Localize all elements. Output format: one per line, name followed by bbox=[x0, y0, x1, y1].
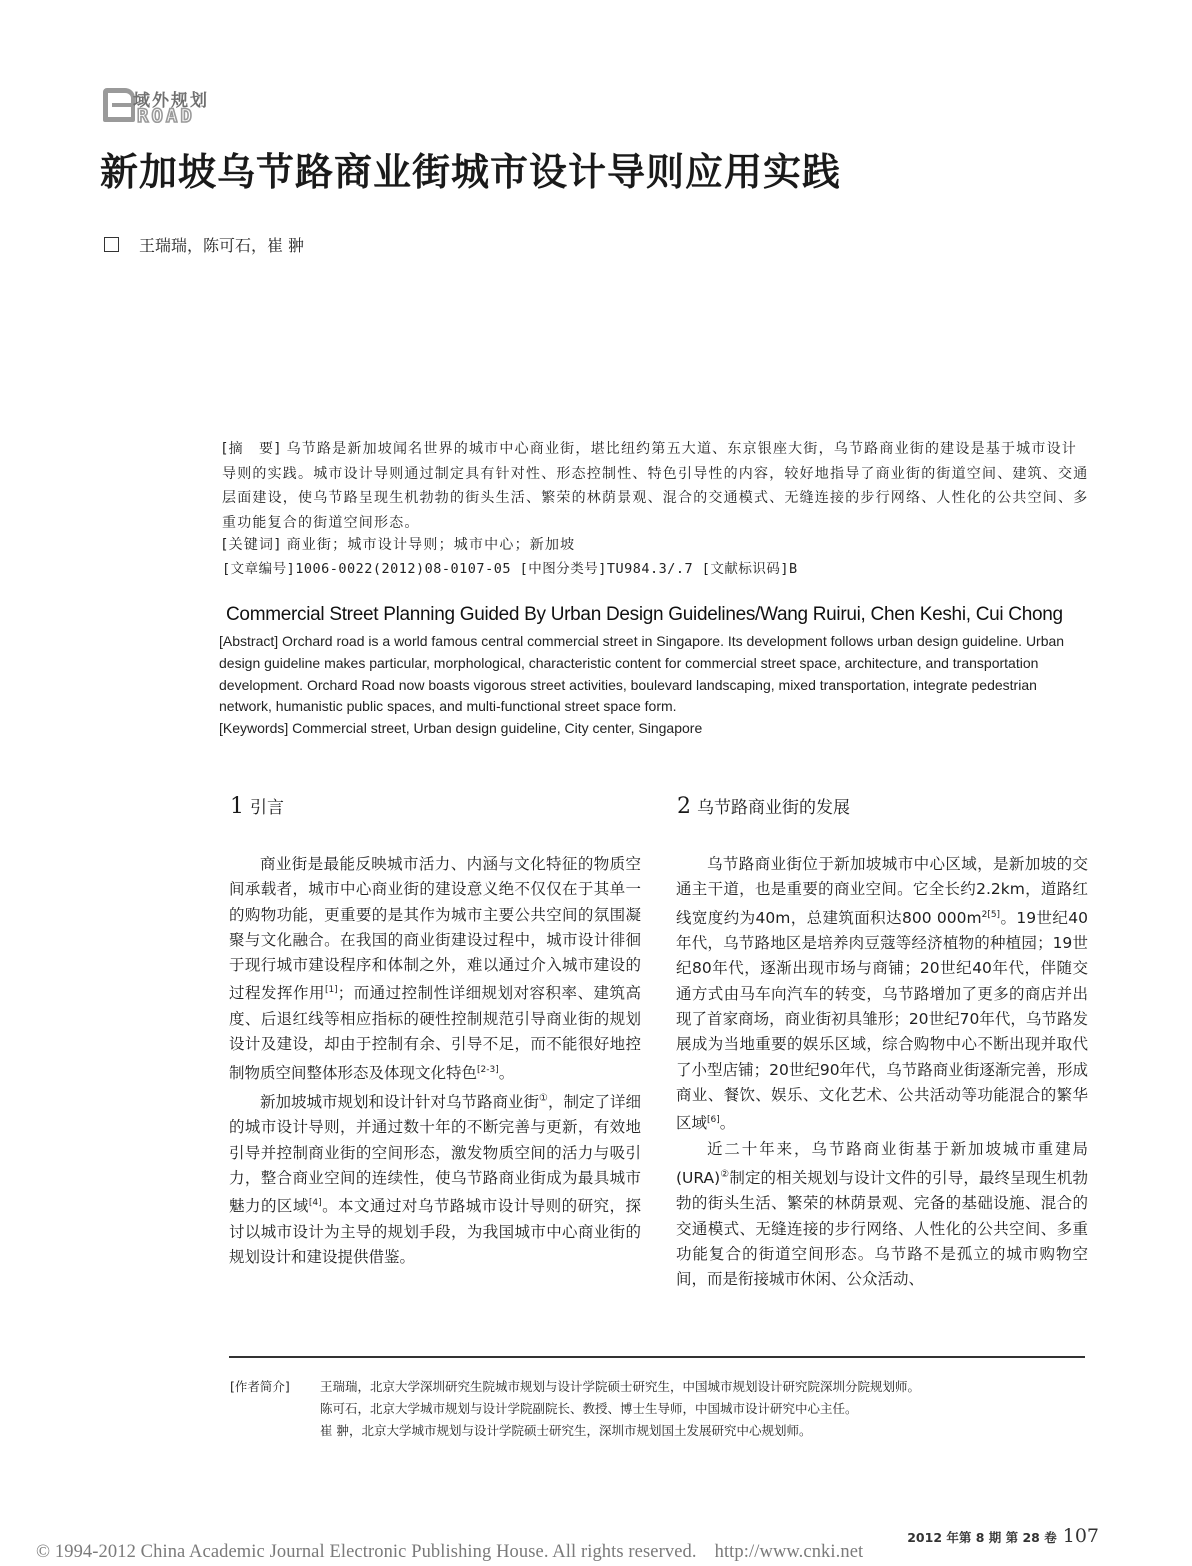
author-line bbox=[104, 233, 304, 256]
text-run: 新加坡城市规划和设计针对乌节路商业街 bbox=[260, 1093, 540, 1112]
paragraph bbox=[676, 852, 1088, 1137]
issue-info: 2012 年第 8 期 第 28 卷 bbox=[907, 1530, 1057, 1545]
section-2-heading bbox=[677, 793, 850, 819]
superscript: 2 bbox=[981, 909, 988, 920]
classification-codes: [文章编号]1006-0022(2012)08-0107-05 [中图分类号]TU984.3/.7 [文献标识码]B bbox=[222, 561, 798, 577]
logo-english: ROAD bbox=[137, 105, 195, 127]
citation: [6] bbox=[707, 1115, 720, 1126]
text-run: 乌节路商业街位于新加坡城市中心区域，是新加坡的交通主干道，也是重要的商业空间。它全长约2.2km，道路红线宽度约为40m，总建筑面积达800 000m bbox=[676, 855, 1088, 927]
text-run: 。19世纪40年代，乌节路地区是培养肉豆蔻等经济植物的种植园；19世纪80年代，逐渐出现市场与商铺；20世纪40年代，伴随交通方式由马车向汽车的转变，乌节路增加了更多的商店并出现了首家商场，商业街初具雏形；20世纪70年代，乌节路发展成为当地重要的娱乐区域，综合购物中心不断出现并取代了小型店铺；20世纪90年代，乌节路商业街逐渐完善，形成商业、餐饮、娱乐、文化艺术、公共活动等功能混合的繁华区域 bbox=[676, 908, 1088, 1133]
text-run: 。本文通过对乌节路城市设计导则的研究，探讨以城市设计为主导的规划手段，为我国城市中心商业街的规划设计和建设提供借鉴。 bbox=[229, 1197, 641, 1267]
footnote-marker: ① bbox=[539, 1092, 548, 1104]
text-run: ；而通过控制性详细规划对容积率、建筑高度、后退红线等相应指标的硬性控制规范引导商业街的规划设计及建设，却由于控制有余、引导不足，而不能很好地控制物质空间整体形态及体现文化特色 bbox=[229, 984, 641, 1082]
bio-line: 崔 翀，北京大学城市规划与设计学院硕士研究生，深圳市规划国土发展研究中心规划师。 bbox=[320, 1423, 812, 1438]
footnote-divider bbox=[229, 1356, 1085, 1358]
section-number: 1 bbox=[230, 794, 244, 819]
citation: [5] bbox=[987, 909, 1001, 920]
copyright-footer bbox=[36, 1542, 863, 1563]
text-run: 商业街是最能反映城市活力、内涵与文化特征的物质空间承载者，城市中心商业街的建设意义绝不仅仅在于其单一的购物功能，更重要的是其作为城市主要公共空间的氛围凝聚与文化融合。在我国的商业街建设过程中，城市设计徘徊于现行城市建设程序和体制之外，难以通过介入城市建设的过程发挥作用 bbox=[229, 855, 641, 1003]
logo-letter-a bbox=[103, 88, 135, 122]
citation: [1] bbox=[324, 985, 338, 996]
text-run: 。 bbox=[498, 1063, 515, 1082]
logo-chinese: 域外规划 bbox=[133, 91, 209, 111]
keywords-chinese: [关键词] 商业街；城市设计导则；城市中心；新加坡 bbox=[222, 537, 576, 553]
section-title: 乌节路商业街的发展 bbox=[697, 798, 850, 818]
paragraph bbox=[229, 852, 641, 1086]
page-number: 107 bbox=[1062, 1525, 1099, 1547]
footnote-marker: ② bbox=[720, 1168, 730, 1180]
text-run: ，制定了详细的城市设计导则，并通过数十年的不断完善与更新，有效地引导并控制商业街的空间形态，激发物质空间的活力与吸引力，整合商业空间的连续性，使乌节路商业街成为最具城市魅力的区域 bbox=[229, 1093, 641, 1216]
paragraph bbox=[676, 1137, 1088, 1293]
abstract-chinese: [摘 要] 乌节路是新加坡闻名世界的城市中心商业街，堪比纽约第五大道、东京银座大街，乌节路商业街的建设是基于城市设计导则的实践。城市设计导则通过制定具有针对性、形态控制性、特色引导性的内容，较好地指导了商业街的街道空间、建筑、交通层面建设，使乌节路呈现生机勃勃的街头生活、繁荣的林荫景观、混合的交通模式、无缝连接的步行网络、人性化的公共空间、多重功能复合的街道空间形态。 bbox=[222, 441, 1089, 531]
english-title: Commercial Street Planning Guided By Urban Design Guidelines/Wang Ruirui, Chen Keshi, Cui Chong bbox=[226, 604, 1063, 625]
section-title: 引言 bbox=[250, 798, 284, 818]
section-number: 2 bbox=[677, 794, 691, 819]
body-column-left bbox=[229, 852, 641, 1270]
text-run: 。 bbox=[719, 1114, 736, 1133]
article-title: 新加坡乌节路商业街城市设计导则应用实践 bbox=[100, 150, 842, 194]
author-names: 王瑞瑞，陈可石，崔 翀 bbox=[139, 236, 305, 255]
copyright-text: © 1994-2012 China Academic Journal Electronic Publishing House. All rights reserved. bbox=[36, 1542, 697, 1562]
square-bullet-icon bbox=[104, 237, 119, 252]
bio-line: 王瑞瑞，北京大学深圳研究生院城市规划与设计学院硕士研究生，中国城市规划设计研究院深圳分院规划师。 bbox=[320, 1379, 921, 1394]
body-column-right bbox=[676, 852, 1088, 1293]
abstract-english: [Abstract] Orchard road is a world famous central commercial street in Singapore. Its development follows urban design guideline. Urban design guideline makes particular, morphological, characteristic content for commercial street space, architecture, and transportation development. Orchard Road now boasts vigorous street activities, boulevard landscaping, mixed transportation, integrate pedestrian network, humanistic public spaces, and multi-functional street space form. bbox=[219, 633, 1065, 715]
section-1-heading bbox=[230, 793, 284, 819]
journal-logo bbox=[103, 88, 228, 128]
bio-line: 陈可石，北京大学城市规划与设计学院副院长、教授、博士生导师，中国城市设计研究中心主任。 bbox=[320, 1401, 858, 1416]
text-run: 制定的相关规划与设计文件的引导，最终呈现生机勃勃的街头生活、繁荣的林荫景观、完备的基础设施、混合的交通模式、无缝连接的步行网络、人性化的公共空间、多重功能复合的街道空间形态。乌节路不是孤立的城市购物空间，而是衔接城市休闲、公众活动、 bbox=[676, 1169, 1088, 1289]
citation: [2-3] bbox=[477, 1064, 499, 1075]
text-run: 近二十年来，乌节路商业街基于新加坡城市重建局(URA) bbox=[676, 1139, 1088, 1188]
footer-url-link[interactable]: http://www.cnki.net bbox=[714, 1542, 864, 1562]
citation: [4] bbox=[308, 1198, 322, 1209]
page-folio bbox=[907, 1525, 1099, 1547]
bio-label: [作者简介] bbox=[230, 1379, 290, 1394]
keywords-english: [Keywords] Commercial street, Urban design guideline, City center, Singapore bbox=[219, 720, 703, 736]
paragraph bbox=[229, 1086, 641, 1270]
bio-lines bbox=[320, 1376, 920, 1442]
